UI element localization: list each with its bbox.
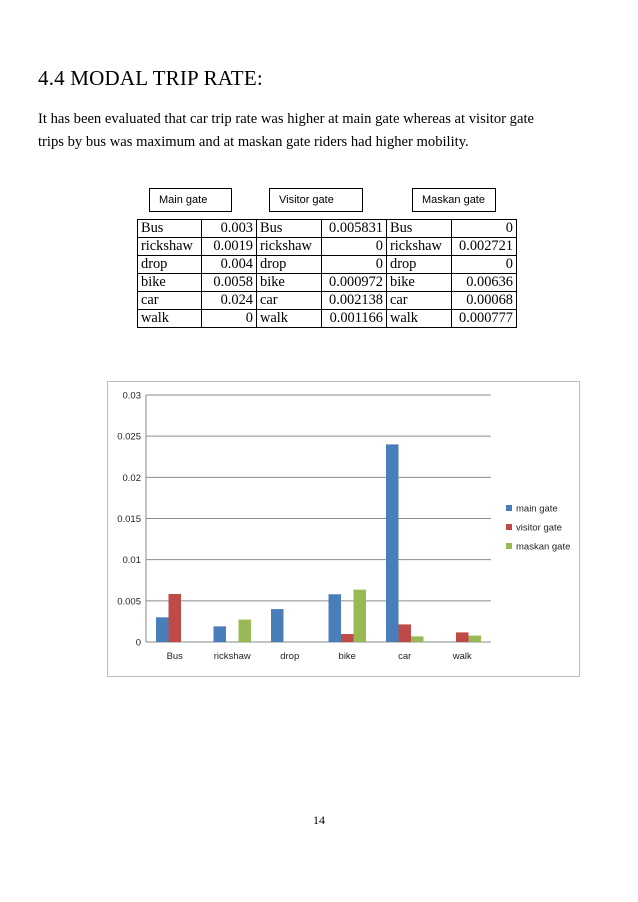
rate-cell: 0.001166: [322, 310, 387, 328]
mode-cell: walk: [138, 310, 202, 328]
bar: [411, 636, 424, 642]
rate-cell: 0: [322, 256, 387, 274]
mode-cell: car: [257, 292, 322, 310]
mode-cell: Bus: [257, 220, 322, 238]
mode-cell: rickshaw: [257, 238, 322, 256]
table-row: [138, 274, 517, 292]
rate-cell: 0: [202, 310, 257, 328]
bar: [386, 444, 399, 642]
rate-cell: 0.005831: [322, 220, 387, 238]
bar: [271, 609, 284, 642]
rate-cell: 0: [322, 238, 387, 256]
legend-swatch: [506, 505, 512, 511]
mode-cell: walk: [387, 310, 452, 328]
table-row: [138, 256, 517, 274]
x-tick-label: Bus: [166, 651, 183, 662]
bar: [214, 626, 227, 642]
mode-cell: car: [387, 292, 452, 310]
bar: [169, 594, 182, 642]
chart-svg: [108, 382, 581, 678]
bar: [341, 634, 354, 642]
rate-cell: 0.0058: [202, 274, 257, 292]
trip-rate-table: [137, 219, 517, 328]
y-tick-label: 0.01: [122, 555, 141, 567]
rate-cell: 0.00068: [452, 292, 517, 310]
y-tick-label: 0.005: [117, 596, 141, 608]
y-tick-label: 0.03: [122, 390, 141, 402]
legend-label: maskan gate: [516, 541, 571, 553]
y-tick-label: 0.025: [117, 431, 141, 443]
rate-cell: 0.0019: [202, 238, 257, 256]
mode-cell: rickshaw: [387, 238, 452, 256]
rate-cell: 0.002721: [452, 238, 517, 256]
x-tick-label: walk: [452, 651, 472, 662]
table-row: [138, 238, 517, 256]
mode-cell: bike: [387, 274, 452, 292]
mode-cell: car: [138, 292, 202, 310]
table-row: [138, 220, 517, 238]
rate-cell: 0.004: [202, 256, 257, 274]
mode-cell: drop: [138, 256, 202, 274]
table-row: [138, 310, 517, 328]
legend-label: visitor gate: [516, 522, 562, 534]
paragraph-line: It has been evaluated that car trip rate was higher at main gate whereas at visitor gate: [38, 111, 534, 127]
bar: [156, 617, 169, 642]
y-tick-label: 0.015: [117, 514, 141, 525]
section-heading: 4.4 MODAL TRIP RATE:: [38, 66, 263, 90]
body-paragraph: [38, 108, 598, 154]
rate-cell: 0.002138: [322, 292, 387, 310]
visitor-gate-label: Visitor gate: [269, 188, 363, 212]
rate-cell: 0.024: [202, 292, 257, 310]
table-row: [138, 292, 517, 310]
mode-cell: Bus: [387, 220, 452, 238]
mode-cell: bike: [257, 274, 322, 292]
legend-swatch: [506, 524, 512, 530]
page-number: 14: [313, 813, 325, 827]
bar: [239, 620, 252, 642]
mode-cell: Bus: [138, 220, 202, 238]
main-gate-label: Main gate: [149, 188, 232, 212]
rate-cell: 0.000972: [322, 274, 387, 292]
bar: [329, 594, 342, 642]
rate-cell: 0.00636: [452, 274, 517, 292]
rate-cell: 0: [452, 256, 517, 274]
mode-cell: drop: [257, 256, 322, 274]
maskan-gate-label: Maskan gate: [412, 188, 496, 212]
rate-cell: 0: [452, 220, 517, 238]
paragraph-line: trips by bus was maximum and at maskan gate riders had higher mobility.: [38, 134, 469, 150]
mode-cell: drop: [387, 256, 452, 274]
trip-rate-chart: [107, 381, 580, 677]
legend-label: main gate: [516, 503, 558, 515]
y-tick-label: 0.02: [122, 472, 141, 484]
y-tick-label: 0: [135, 637, 141, 649]
rate-cell: 0.003: [202, 220, 257, 238]
x-tick-label: rickshaw: [213, 651, 251, 662]
mode-cell: rickshaw: [138, 238, 202, 256]
bar: [399, 624, 412, 642]
mode-cell: bike: [138, 274, 202, 292]
legend-swatch: [506, 543, 512, 549]
x-tick-label: drop: [280, 651, 300, 662]
x-tick-label: bike: [338, 651, 356, 662]
rate-cell: 0.000777: [452, 310, 517, 328]
bar: [354, 590, 367, 642]
mode-cell: walk: [257, 310, 322, 328]
bar: [456, 632, 469, 642]
bar: [469, 636, 482, 642]
x-tick-label: car: [398, 651, 412, 662]
